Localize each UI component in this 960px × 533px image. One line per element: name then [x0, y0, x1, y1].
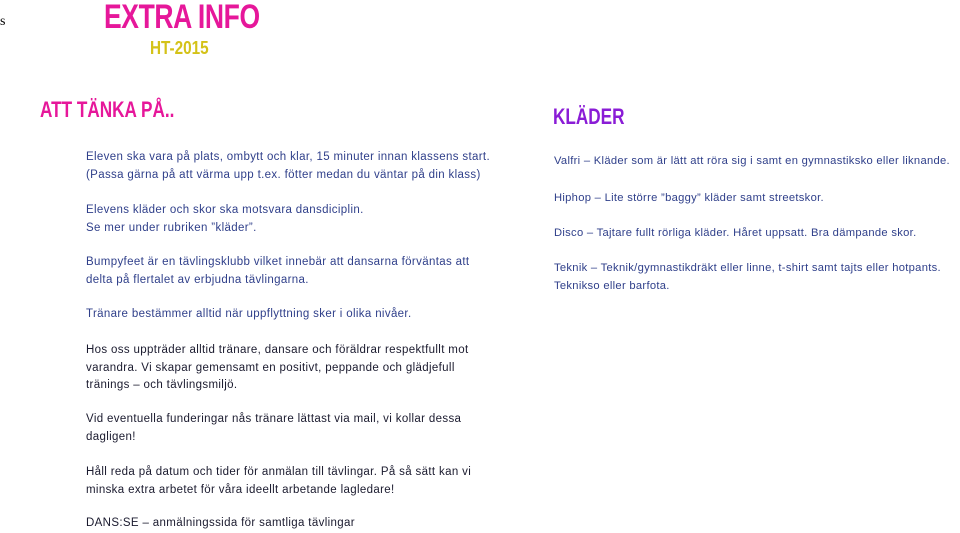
clothing-item-valfri: [554, 153, 950, 171]
clothing-line: Disco – Tajtare fullt rörliga kläder. Håret uppsatt. Bra dämpande skor.: [554, 227, 917, 239]
paragraph-line: tränings – och tävlingsmiljö.: [86, 379, 238, 391]
clothing-line: Hiphop – Lite större ”baggy” kläder samt streetskor.: [554, 192, 824, 204]
paragraph-registration: [86, 464, 471, 499]
paragraph-line: Se mer under rubriken ”kläder”.: [86, 221, 257, 234]
paragraph-line: Bumpyfeet är en tävlingsklubb vilket innebär att dansarna förväntas att: [86, 256, 470, 268]
clothing-line: Valfri – Kläder som är lätt att röra sig i samt en gymnastiksko eller liknande.: [554, 155, 950, 167]
paragraph-line: (Passa gärna på att värma upp t.ex. fötter medan du väntar på din klass): [86, 168, 481, 181]
page-title: EXTRA INFO: [104, 0, 260, 36]
paragraph-line: varandra. Vi skapar gemensamt en positivt, peppande och glädjefull: [86, 361, 455, 374]
clothing-item-disco: [554, 225, 916, 243]
paragraph-line: Eleven ska vara på plats, ombytt och klar, 15 minuter innan klassens start.: [86, 151, 491, 163]
paragraph-line: Tränare bestämmer alltid när uppflyttning sker i olika nivåer.: [86, 308, 412, 320]
stray-character: s: [0, 14, 6, 29]
clothing-item-hiphop: [554, 190, 824, 208]
paragraph-line: Håll reda på datum och tider för anmälan till tävlingar. På så sätt kan vi: [86, 466, 472, 478]
clothing-line: Teknikso eller barfota.: [554, 279, 670, 292]
paragraph-arrival: [86, 149, 490, 184]
clothing-line: Teknik – Teknik/gymnastikdräkt eller linne, t-shirt samt tajts eller hotpants.: [554, 262, 941, 274]
paragraph-dans-se: [86, 515, 355, 533]
paragraph-line: DANS:SE – anmälningssida för samtliga tävlingar: [86, 517, 355, 529]
clothing-item-teknik: [554, 260, 941, 295]
paragraph-line: Hos oss uppträder alltid tränare, dansare och föräldrar respektfullt mot: [86, 344, 469, 356]
clothing-section-heading: KLÄDER: [553, 104, 625, 129]
paragraph-respect: [86, 342, 469, 395]
paragraph-line: Elevens kläder och skor ska motsvara dansdiciplin.: [86, 204, 364, 216]
paragraph-level-promotion: [86, 306, 412, 324]
paragraph-line: Vid eventuella funderingar nås tränare lättast via mail, vi kollar dessa: [86, 413, 462, 425]
left-section-heading: ATT TÄNKA PÅ..: [40, 97, 175, 122]
paragraph-line: delta på flertalet av erbjudna tävlingarna.: [86, 273, 309, 286]
paragraph-contact: [86, 411, 461, 446]
paragraph-line: dagligen!: [86, 430, 136, 443]
paragraph-competition-club: [86, 254, 469, 289]
page-subtitle: HT-2015: [150, 38, 209, 58]
paragraph-line: minska extra arbetet för våra ideellt arbetande lagledare!: [86, 483, 395, 496]
paragraph-clothing-rule: [86, 202, 364, 237]
